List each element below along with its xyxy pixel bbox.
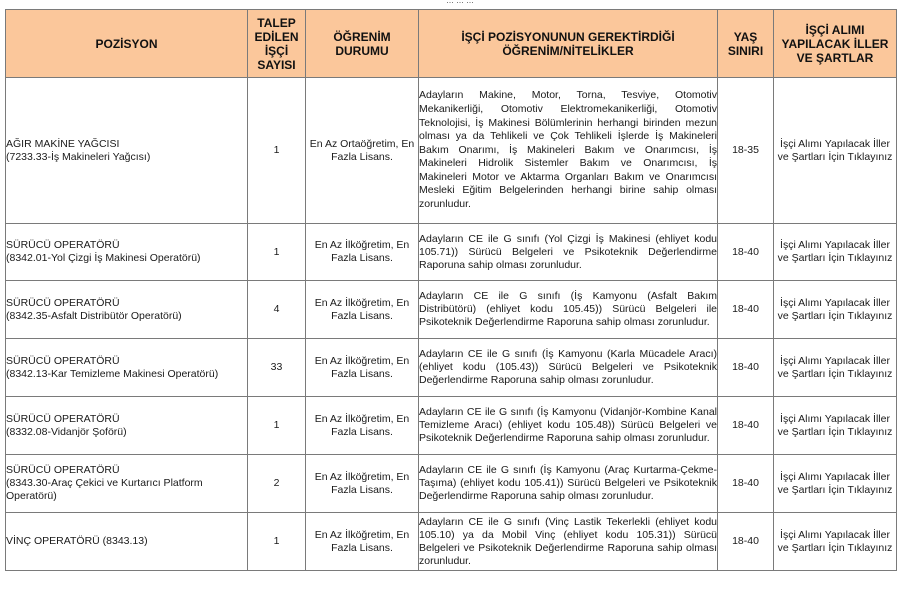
worker-count: 1 [248,397,306,455]
age-limit: 18-40 [718,339,774,397]
provinces-link-cell [774,281,897,339]
age-limit: 18-35 [718,78,774,224]
worker-count: 4 [248,281,306,339]
worker-count: 2 [248,455,306,513]
education-requirement: En Az İlköğretim, En Fazla Lisans. [306,339,419,397]
position-cell [6,224,248,281]
education-requirement: En Az Ortaöğretim, En Fazla Lisans. [306,78,419,224]
provinces-link[interactable]: İşçi Alımı Yapılacak İller ve Şartları İçin Tıklayınız [777,470,893,496]
position-title: SÜRÜCÜ OPERATÖRÜ [6,239,120,251]
position-cell [6,339,248,397]
provinces-link[interactable]: İşçi Alımı Yapılacak İller ve Şartları İçin Tıklayınız [777,412,893,438]
header-position: POZİSYON [6,10,248,78]
provinces-link-cell [774,455,897,513]
provinces-link[interactable]: İşçi Alımı Yapılacak İller ve Şartları İçin Tıklayınız [777,239,893,264]
position-cell [6,455,248,513]
education-requirement: En Az İlköğretim, En Fazla Lisans. [306,397,419,455]
worker-count: 33 [248,339,306,397]
provinces-link[interactable]: İşçi Alımı Yapılacak İller ve Şartları İçin Tıklayınız [777,528,893,554]
education-requirement: En Az İlköğretim, En Fazla Lisans. [306,224,419,281]
position-title: SÜRÜCÜ OPERATÖRÜ [6,464,120,476]
provinces-link[interactable]: İşçi Alımı Yapılacak İller ve Şartları İçin Tıklayınız [777,137,893,163]
position-code: (7233.33-İş Makineleri Yağcısı) [6,150,151,163]
provinces-link-cell [774,224,897,281]
provinces-link-cell [774,78,897,224]
table-row [6,513,897,571]
position-code: (8342.35-Asfalt Distribütör Operatörü) [6,309,182,322]
position-title: SÜRÜCÜ OPERATÖRÜ [6,412,120,425]
job-positions-table [5,9,897,571]
position-title: SÜRÜCÜ OPERATÖRÜ [6,296,120,309]
provinces-link-cell [774,339,897,397]
qualifications-text: Adayların CE ile G sınıfı (İş Kamyonu (Araç Kurtarma-Çekme-Taşıma) (ehliyet kodu 105.41)) Sürücü Belgeleri ve Psikoteknik Değerlendirme Raporuna sahip olması zorunludur. [419,455,718,513]
age-limit: 18-40 [718,455,774,513]
age-limit: 18-40 [718,513,774,571]
position-code: (8343.30-Araç Çekici ve Kurtarıcı Platform Operatörü) [6,477,203,502]
position-cell [6,78,248,224]
table-row [6,397,897,455]
age-limit: 18-40 [718,224,774,281]
position-cell [6,281,248,339]
table-header-row [6,10,897,78]
qualifications-text: Adayların CE ile G sınıfı (İş Kamyonu (Vidanjör-Kombine Kanal Temizleme Aracı) (ehliyet kodu 105.48)) Sürücü Belgeleri ve Psikoteknik Değerlendirme Raporuna sahip olması zorunludur. [419,397,718,455]
age-limit: 18-40 [718,281,774,339]
position-cell [6,397,248,455]
header-provinces: İŞÇİ ALIMI YAPILACAK İLLER VE ŞARTLAR [774,10,897,78]
position-title: SÜRÜCÜ OPERATÖRÜ [6,354,120,367]
header-age-limit: YAŞ SINIRI [718,10,774,78]
position-title: VİNÇ OPERATÖRÜ (8343.13) [6,535,148,547]
worker-count: 1 [248,224,306,281]
position-code: (8342.01-Yol Çizgi İş Makinesi Operatörü) [6,252,201,264]
qualifications-text: Adayların CE ile G sınıfı (Yol Çizgi İş Makinesi (ehliyet kodu 105.71)) Sürücü Belgeleri ve Psikoteknik Değerlendirme Raporuna sahip olması zorunludur. [419,224,718,281]
position-code: (8342.13-Kar Temizleme Makinesi Operatörü) [6,367,219,380]
qualifications-text: Adayların CE ile G sınıfı (İş Kamyonu (Asfalt Bakım Distribütörü) (ehliyet kodu 105.45)) Sürücü Belgeleri ile Psikoteknik Değerlendirme Raporuna sahip olması zorunludur. [419,281,718,339]
qualifications-text: Adayların CE ile G sınıfı (İş Kamyonu (Karla Mücadele Aracı) (ehliyet kodu (105.43)) Sürücü Belgeleri ve Psikoteknik Değerlendirme Raporuna sahip olması zorunludur. [419,339,718,397]
provinces-link[interactable]: İşçi Alımı Yapılacak İller ve Şartları İçin Tıklayınız [777,354,893,380]
worker-count: 1 [248,78,306,224]
education-requirement: En Az İlköğretim, En Fazla Lisans. [306,281,419,339]
table-row [6,455,897,513]
age-limit: 18-40 [718,397,774,455]
position-cell [6,513,248,571]
header-education: ÖĞRENİM DURUMU [306,10,419,78]
education-requirement: En Az İlköğretim, En Fazla Lisans. [306,513,419,571]
provinces-link[interactable]: İşçi Alımı Yapılacak İller ve Şartları İçin Tıklayınız [777,296,893,322]
header-worker-count: TALEP EDİLEN İŞÇİ SAYISI [248,10,306,78]
qualifications-text: Adayların Makine, Motor, Torna, Tesviye, Otomotiv Mekanikerliği, Otomotiv Elektromekanikerliği, Otomotiv Teknolojisi, İş Makinesi Bölümlerinin herhangi birinden mezun olması ya da Tehlikeli ve Çok Tehlikeli İşlerde İş Makineleri Bakım Onarımı, İş Makineleri Bakım ve Onarımcısı, İş Makineleri Hidrolik Sistemler Bakım ve Onarımcısı, İş Makineleri Motor ve Aktarma Organları Bakım ve Onarımcısı Mesleki Eğitim Belgelerinden herhangi birine sahip olması zorunludur. [419,78,718,224]
table-row [6,78,897,224]
provinces-link-cell [774,513,897,571]
table-row [6,281,897,339]
education-requirement: En Az İlköğretim, En Fazla Lisans. [306,455,419,513]
cropped-top-text: ... ... ... [446,0,474,5]
position-title: AĞIR MAKİNE YAĞCISI [6,137,120,150]
header-qualifications: İŞÇİ POZİSYONUNUN GEREKTİRDİĞİ ÖĞRENİM/NİTELİKLER [419,10,718,78]
qualifications-text: Adayların CE ile G sınıfı (Vinç Lastik Tekerlekli (ehliyet kodu 105.10) ya da Mobil Vinç (ehliyet kodu 105.31)) Sürücü Belgeleri ve Psikoteknik Değerlendirme Raporuna sahip olması zorunludur. [419,513,718,571]
worker-count: 1 [248,513,306,571]
table-row [6,224,897,281]
position-code: (8332.08-Vidanjör Şoförü) [6,425,127,438]
table-row [6,339,897,397]
provinces-link-cell [774,397,897,455]
